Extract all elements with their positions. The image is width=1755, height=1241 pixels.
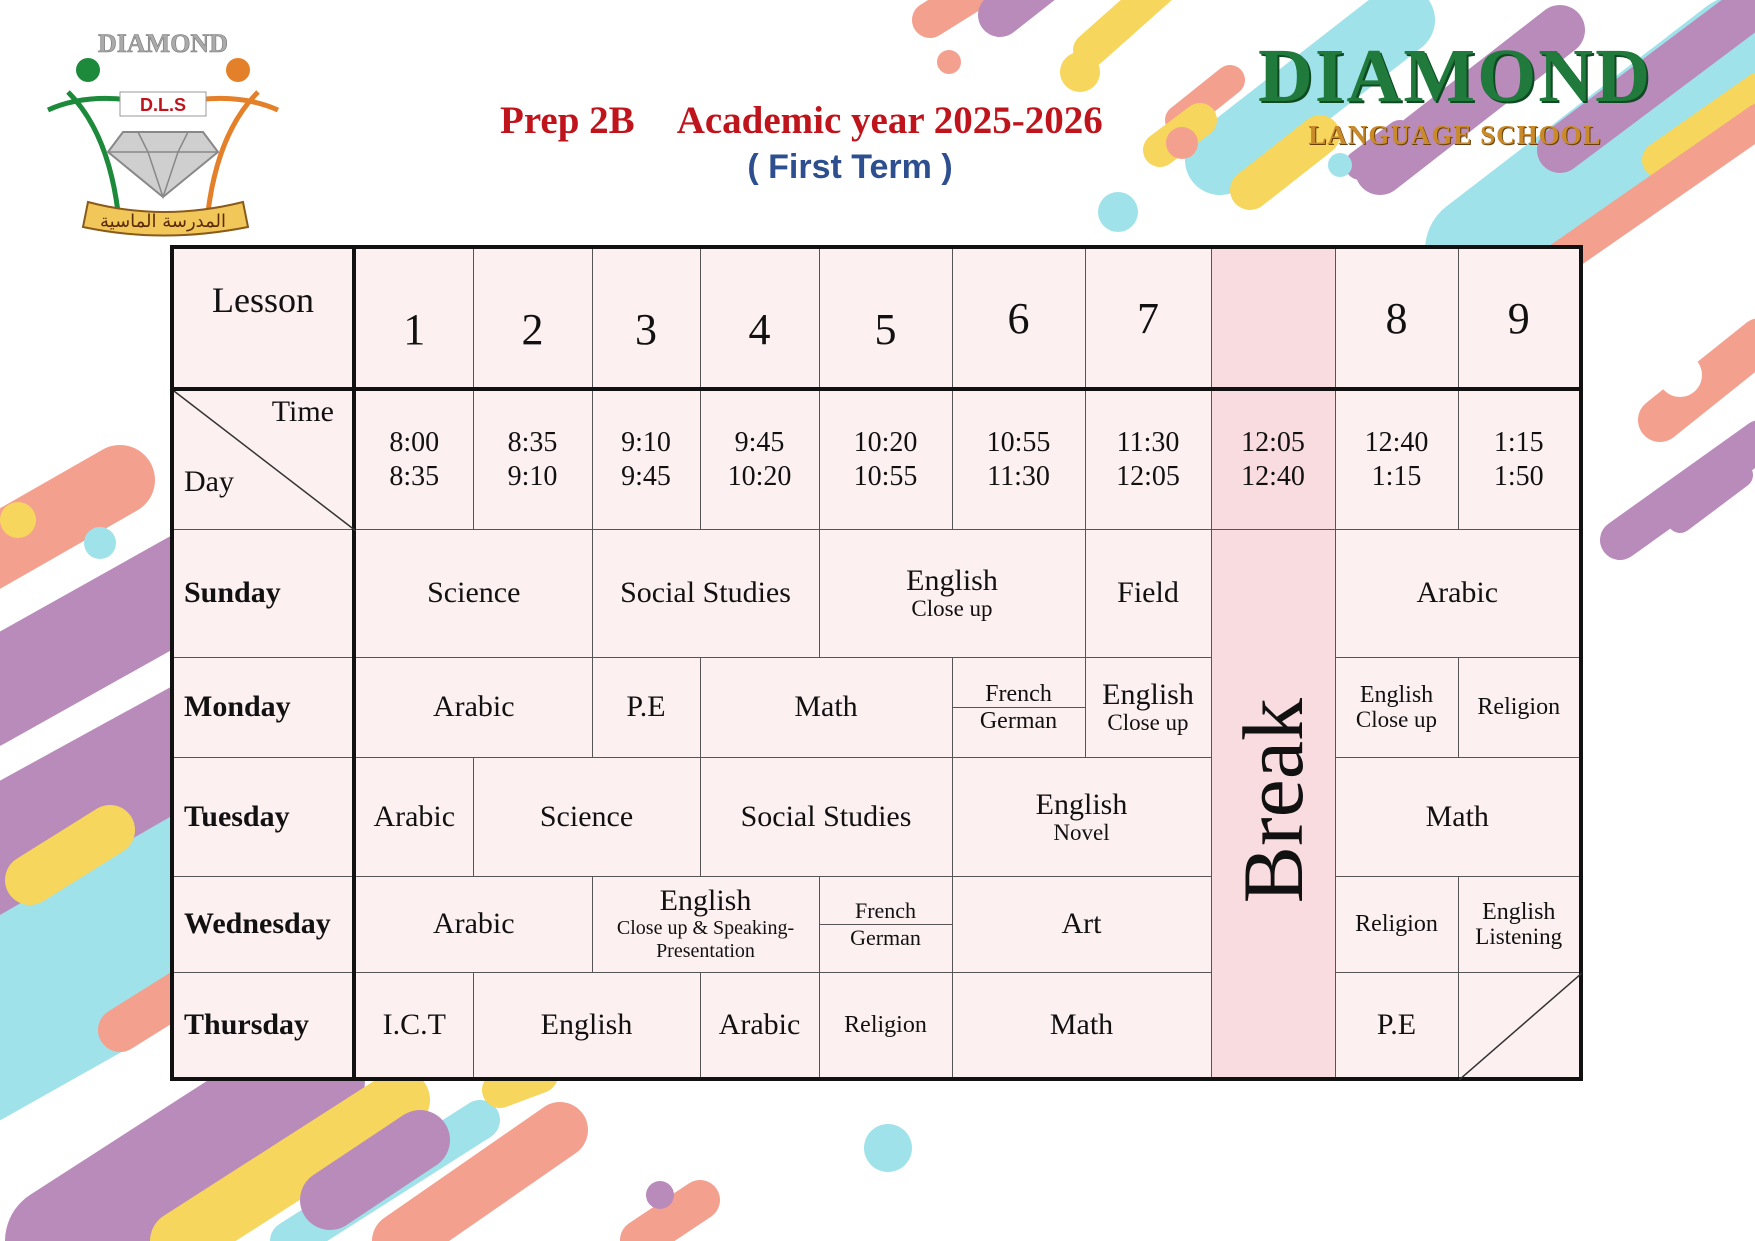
subject-cell: Arabic	[354, 757, 473, 876]
lesson-label: Lesson	[212, 280, 314, 320]
brand-subtitle: LANGUAGE SCHOOL	[1308, 120, 1602, 150]
day-row-wednesday	[172, 876, 1581, 972]
lesson-number: 9	[1458, 247, 1581, 389]
subject-cell: Math	[1335, 757, 1581, 876]
subject-cell	[952, 757, 1211, 876]
subject-cell: Art	[952, 876, 1211, 972]
end-time: 12:05	[1116, 460, 1180, 492]
subject-name: English	[1482, 899, 1556, 925]
subject-cell	[592, 876, 819, 972]
lesson-number: 2	[473, 247, 592, 389]
page-title	[500, 98, 1260, 143]
end-time: 10:55	[853, 460, 918, 492]
start-time: 10:20	[853, 426, 918, 458]
subject-cell	[1085, 657, 1211, 757]
start-time: 9:10	[621, 426, 671, 458]
split-subject-cell	[819, 876, 952, 972]
subject-cell: Religion	[1335, 876, 1458, 972]
day-row-tuesday	[172, 757, 1581, 876]
day-name: Thursday	[172, 972, 354, 1079]
end-time: 11:30	[987, 460, 1050, 492]
subject-cell: Field	[1085, 529, 1211, 657]
subject-option-french: French	[820, 898, 952, 925]
logo-badge-text: D.L.S	[139, 95, 187, 115]
subject-cell: Math	[700, 657, 952, 757]
subject-cell: Religion	[1458, 657, 1581, 757]
subject-note: Close up	[1355, 707, 1438, 732]
time-slot	[952, 389, 1085, 529]
break-header-cell	[1211, 247, 1335, 389]
day-name: Tuesday	[172, 757, 354, 876]
time-slot	[1085, 389, 1211, 529]
subject-option-german: German	[979, 707, 1058, 734]
subject-note: Presentation	[656, 940, 755, 962]
lesson-number: 4	[700, 247, 819, 389]
day-name: Monday	[172, 657, 354, 757]
subject-cell: Math	[952, 972, 1211, 1079]
subject-cell: English	[473, 972, 700, 1079]
timetable	[170, 245, 1583, 1081]
start-time: 9:45	[734, 426, 785, 458]
subject-cell: Arabic	[354, 876, 592, 972]
end-time: 12:40	[1241, 460, 1305, 492]
subject-cell	[819, 529, 1085, 657]
brand-name: DIAMOND	[1258, 34, 1652, 118]
subject-note: Close up & Speaking-	[616, 917, 795, 939]
term-label: ( First Term )	[747, 148, 953, 186]
time-slot-break	[1211, 389, 1335, 529]
lesson-number: 7	[1085, 247, 1211, 389]
end-time: 9:45	[621, 460, 671, 492]
logo-top-text: DIAMOND	[98, 29, 228, 58]
time-slot	[1335, 389, 1458, 529]
day-row-monday	[172, 657, 1581, 757]
subject-note: Novel	[1053, 819, 1110, 845]
day-row-thursday	[172, 972, 1581, 1079]
brand-logo	[1245, 34, 1665, 151]
subject-name: English	[1359, 682, 1434, 708]
subject-cell: Science	[354, 529, 592, 657]
subject-option-german: German	[850, 924, 921, 950]
end-time: 8:35	[389, 460, 440, 492]
start-time: 1:15	[1493, 426, 1544, 458]
start-time: 12:40	[1364, 426, 1429, 458]
subject-cell: Arabic	[700, 972, 819, 1079]
end-time: 9:10	[507, 460, 558, 492]
time-slot	[354, 389, 473, 529]
time-row	[172, 389, 1581, 529]
subject-note: Close up	[911, 596, 993, 621]
end-time: 1:50	[1493, 460, 1544, 492]
academic-year: Academic year 2025-2026	[676, 99, 1103, 142]
time-slot	[592, 389, 700, 529]
subject-cell: Arabic	[1335, 529, 1581, 657]
day-name: Wednesday	[172, 876, 354, 972]
day-label: Day	[184, 464, 234, 498]
subject-note: Listening	[1475, 924, 1563, 949]
lesson-number: 6	[952, 247, 1085, 389]
lesson-row	[172, 247, 1581, 389]
subject-cell: Social Studies	[592, 529, 819, 657]
day-row-sunday	[172, 529, 1581, 657]
subject-cell: P.E	[1335, 972, 1458, 1079]
subject-cell: Science	[473, 757, 700, 876]
day-name: Sunday	[172, 529, 354, 657]
subject-name: English	[1102, 678, 1194, 711]
time-day-corner	[172, 389, 354, 529]
lesson-number: 5	[819, 247, 952, 389]
time-slot	[473, 389, 592, 529]
subject-note: Close up	[1107, 710, 1189, 735]
end-time: 10:20	[727, 460, 792, 492]
subject-name: English	[659, 884, 752, 917]
subject-name: English	[906, 564, 998, 597]
subject-cell: I.C.T	[354, 972, 473, 1079]
subject-cell	[1335, 657, 1458, 757]
break-label: Break	[1225, 698, 1321, 904]
start-time: 8:00	[389, 426, 440, 458]
start-time: 10:55	[986, 426, 1051, 458]
time-label: Time	[271, 395, 334, 428]
subject-name: English	[1035, 787, 1128, 821]
end-time: 1:15	[1371, 460, 1422, 492]
start-time: 11:30	[1116, 426, 1180, 458]
lesson-number: 8	[1335, 247, 1458, 389]
subject-option-french: French	[953, 681, 1085, 708]
break-cell	[1211, 529, 1335, 1079]
grade-label: Prep 2B	[500, 99, 635, 142]
school-logo	[28, 22, 298, 242]
subject-cell: P.E	[592, 657, 700, 757]
time-slot	[819, 389, 952, 529]
split-subject-cell	[952, 657, 1085, 757]
start-time: 12:05	[1241, 426, 1305, 458]
logo-ribbon-text: المدرسة الماسية	[99, 211, 227, 232]
diagonal-divider	[1459, 973, 1582, 1080]
subject-cell: Social Studies	[700, 757, 952, 876]
lesson-header	[172, 247, 354, 389]
lesson-number: 1	[354, 247, 473, 389]
time-slot	[700, 389, 819, 529]
subject-cell: Religion	[819, 972, 952, 1079]
start-time: 8:35	[507, 426, 558, 458]
subject-cell	[1458, 876, 1581, 972]
empty-slot-cell	[1458, 972, 1581, 1079]
lesson-number: 3	[592, 247, 700, 389]
time-slot	[1458, 389, 1581, 529]
subject-cell: Arabic	[354, 657, 592, 757]
